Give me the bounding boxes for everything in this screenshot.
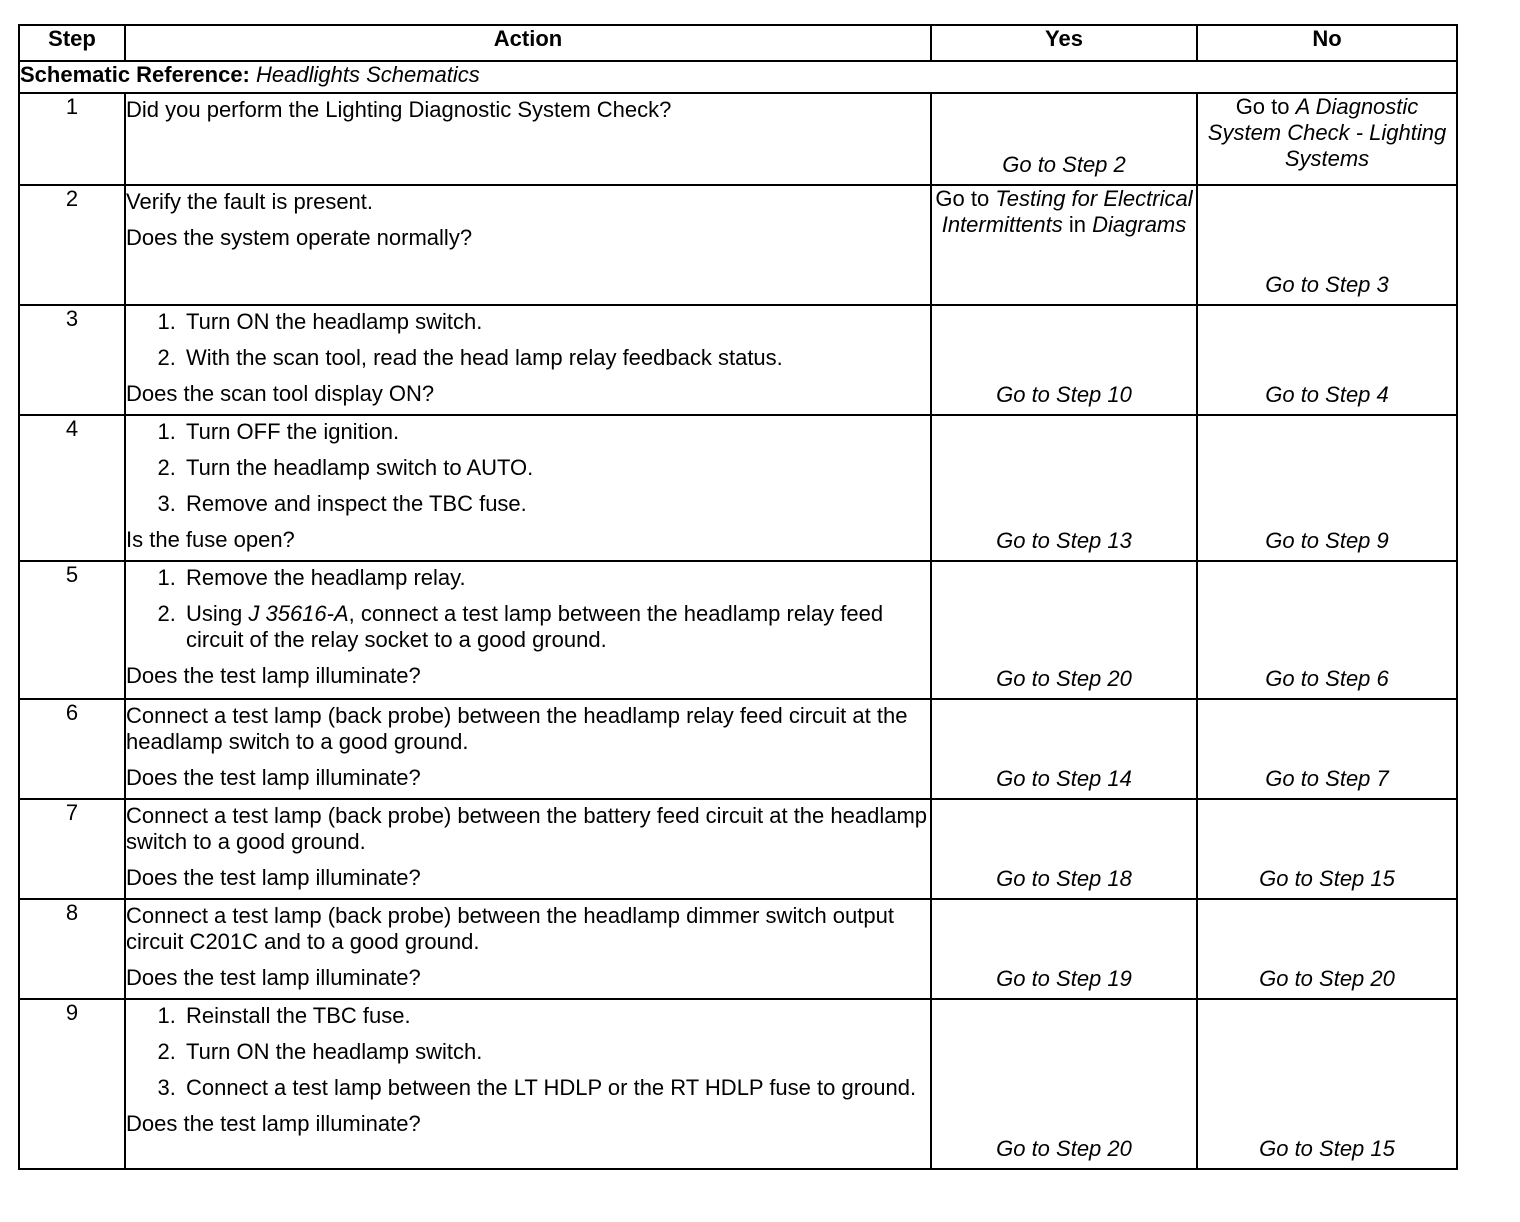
action-cell — [125, 415, 931, 561]
no-cell — [1197, 899, 1457, 999]
list-item: 2. Turn the headlamp switch to AUTO. — [182, 455, 930, 481]
yes-cell — [931, 185, 1197, 305]
action-question: Does the scan tool display ON? — [126, 381, 435, 406]
list-item: 2. Turn ON the headlamp switch. — [182, 1039, 930, 1065]
no-link[interactable]: Go to Step 9 — [1265, 528, 1389, 553]
no-link[interactable]: Go to Step 7 — [1265, 766, 1389, 791]
step-number: 2 — [19, 185, 125, 305]
no-cell — [1197, 93, 1457, 185]
action-cell — [125, 185, 931, 305]
yes-cell — [931, 93, 1197, 185]
list-item: 2. With the scan tool, read the head lamp relay feedback status. — [182, 345, 930, 371]
action-question: Does the test lamp illuminate? — [126, 1111, 421, 1136]
header-yes: Yes — [931, 25, 1197, 61]
schematic-reference — [19, 61, 1457, 93]
list-item: 1. Reinstall the TBC fuse. — [182, 1003, 930, 1029]
step-number: 9 — [19, 999, 125, 1169]
table-row — [19, 415, 1457, 561]
list-item: 3. Connect a test lamp between the LT HDLP or the RT HDLP fuse to ground. — [182, 1075, 930, 1101]
table-row — [19, 185, 1457, 305]
action-question: Does the test lamp illuminate? — [126, 765, 421, 790]
yes-cell — [931, 799, 1197, 899]
action-list — [126, 309, 930, 371]
yes-cell — [931, 699, 1197, 799]
action-line: Connect a test lamp (back probe) between the headlamp relay feed circuit at the headlamp switch to a good ground. — [126, 703, 908, 754]
table-row — [19, 699, 1457, 799]
action-cell — [125, 561, 931, 699]
yes-reference-2: Diagrams — [1092, 212, 1187, 237]
yes-mid: in — [1062, 212, 1093, 237]
action-list — [126, 1003, 930, 1101]
header-step: Step — [19, 25, 125, 61]
action-line: Connect a test lamp (back probe) between the headlamp dimmer switch output circuit C201C and to a good ground. — [126, 903, 894, 954]
item-prefix: Using — [186, 601, 249, 626]
action-cell — [125, 93, 931, 185]
tool-number: J 35616-A — [248, 601, 349, 626]
schematic-value: Headlights Schematics — [256, 62, 480, 87]
header-action: Action — [125, 25, 931, 61]
yes-cell — [931, 899, 1197, 999]
table-row — [19, 305, 1457, 415]
action-list — [126, 565, 930, 653]
action-question: Does the test lamp illuminate? — [126, 663, 421, 688]
step-number: 1 — [19, 93, 125, 185]
no-reference: A Diagnostic System Check - Lighting Systems — [1207, 94, 1447, 171]
yes-link[interactable]: Go to Step 19 — [996, 966, 1132, 991]
schematic-row — [19, 61, 1457, 93]
yes-link[interactable]: Go to Step 20 — [996, 666, 1132, 691]
table-row — [19, 899, 1457, 999]
step-number: 6 — [19, 699, 125, 799]
step-number: 4 — [19, 415, 125, 561]
list-item: 1. Turn OFF the ignition. — [182, 419, 930, 445]
list-item: 1. Remove the headlamp relay. — [182, 565, 930, 591]
no-link[interactable]: Go to Step 6 — [1265, 666, 1389, 691]
action-question: Does the test lamp illuminate? — [126, 965, 421, 990]
diagnostic-table — [18, 24, 1458, 1170]
schematic-label: Schematic Reference: — [20, 62, 250, 87]
action-question: Did you perform the Lighting Diagnostic System Check? — [126, 97, 672, 122]
action-line: Connect a test lamp (back probe) between the battery feed circuit at the headlamp switch to a good ground. — [126, 803, 928, 854]
header-row — [19, 25, 1457, 61]
yes-cell — [931, 415, 1197, 561]
step-number: 7 — [19, 799, 125, 899]
no-cell — [1197, 185, 1457, 305]
yes-link[interactable]: Go to Step 2 — [1002, 152, 1126, 177]
yes-cell — [931, 561, 1197, 699]
list-item: 3. Remove and inspect the TBC fuse. — [182, 491, 930, 517]
action-cell — [125, 999, 931, 1169]
no-cell — [1197, 305, 1457, 415]
action-list — [126, 419, 930, 517]
action-question: Does the test lamp illuminate? — [126, 865, 421, 890]
yes-reference: Testing for Electrical Intermittents — [941, 186, 1193, 237]
no-cell — [1197, 561, 1457, 699]
table-row — [19, 93, 1457, 185]
action-cell — [125, 699, 931, 799]
no-cell — [1197, 699, 1457, 799]
no-link[interactable]: Go to Step 4 — [1265, 382, 1389, 407]
no-link[interactable]: Go to Step 15 — [1259, 1136, 1395, 1161]
action-question: Does the system operate normally? — [126, 225, 473, 250]
action-line: Verify the fault is present. — [126, 189, 374, 214]
yes-link[interactable] — [932, 186, 1196, 238]
yes-cell — [931, 999, 1197, 1169]
item-rest: , connect a test lamp between the headlamp relay feed circuit of the relay socket to a good ground. — [186, 601, 884, 652]
no-link[interactable] — [1198, 94, 1456, 172]
yes-link[interactable]: Go to Step 20 — [996, 1136, 1132, 1161]
no-link[interactable]: Go to Step 20 — [1259, 966, 1395, 991]
no-link[interactable]: Go to Step 3 — [1265, 272, 1389, 297]
list-item: 1. Turn ON the headlamp switch. — [182, 309, 930, 335]
list-item — [182, 601, 930, 653]
yes-link[interactable]: Go to Step 14 — [996, 766, 1132, 791]
yes-link[interactable]: Go to Step 18 — [996, 866, 1132, 891]
action-cell — [125, 799, 931, 899]
step-number: 5 — [19, 561, 125, 699]
no-prefix: Go to — [1235, 94, 1296, 119]
step-number: 8 — [19, 899, 125, 999]
step-number: 3 — [19, 305, 125, 415]
yes-link[interactable]: Go to Step 10 — [996, 382, 1132, 407]
action-cell — [125, 899, 931, 999]
yes-prefix: Go to — [935, 186, 996, 211]
no-cell — [1197, 415, 1457, 561]
table-row — [19, 999, 1457, 1169]
table-row — [19, 799, 1457, 899]
no-cell — [1197, 999, 1457, 1169]
action-question: Is the fuse open? — [126, 527, 295, 552]
table-row — [19, 561, 1457, 699]
yes-cell — [931, 305, 1197, 415]
action-cell — [125, 305, 931, 415]
yes-link[interactable]: Go to Step 13 — [996, 528, 1132, 553]
header-no: No — [1197, 25, 1457, 61]
no-cell — [1197, 799, 1457, 899]
no-link[interactable]: Go to Step 15 — [1259, 866, 1395, 891]
